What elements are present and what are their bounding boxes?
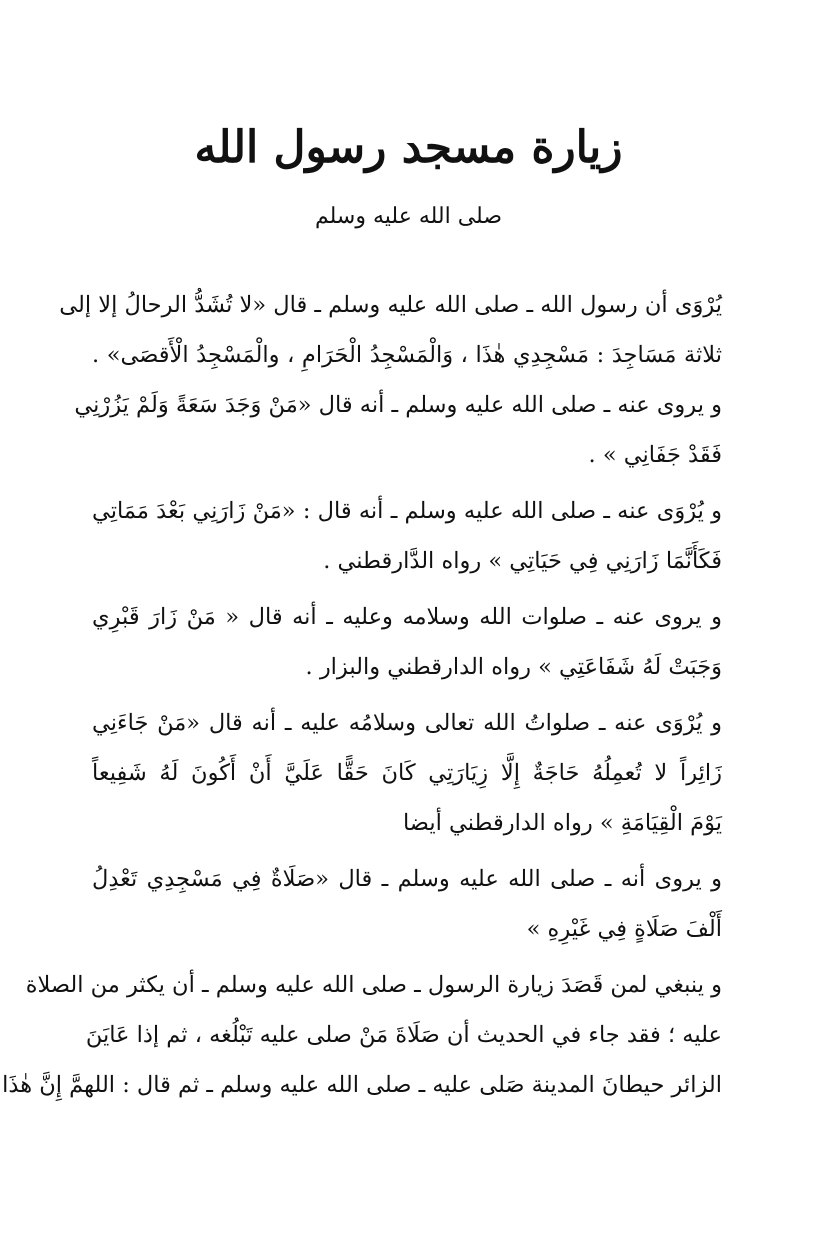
- text-line: فَكَأَنَّمَا زَارَنِي فِي حَيَاتِي » رواه الدَّارقطني .: [323, 548, 722, 574]
- text-line: و يروى عنه ـ صلى الله عليه وسلم ـ أنه قال «مَنْ وَجَدَ سَعَةً وَلَمْ يَزُرْنِي: [74, 392, 722, 418]
- text-line: الزائر حيطانَ المدينة صَلى عليه ـ صلى الله عليه وسلم ـ ثم قال : اللهمَّ إِنَّ هٰذَا: [2, 1072, 722, 1098]
- text-line: عليه ؛ فقد جاء في الحديث أن صَلَاةَ مَنْ صلى عليه تَبْلُغه ، ثم إذا عَايَنَ: [85, 1022, 722, 1048]
- text-line: أَلْفَ صَلَاةٍ فِي غَيْرِهِ »: [526, 916, 722, 942]
- text-line: و يُرْوَى عنه ـ صلواتُ الله تعالى وسلامُه عليه ـ أنه قال «مَنْ جَاءَنِي: [92, 710, 722, 736]
- text-line: يَوْمَ الْقِيَامَةِ » رواه الدارقطني أيضا: [402, 810, 722, 836]
- text-line: يُرْوَى أن رسول الله ـ صلى الله عليه وسلم ـ قال «لا تُشَدُّ الرحالُ إلا إلى: [59, 292, 722, 318]
- text-line: و يروى عنه ـ صلوات الله وسلامه وعليه ـ أنه قال « مَنْ زَارَ قَبْرِي: [92, 604, 722, 630]
- text-line: و ينبغي لمن قَصَدَ زيارة الرسول ـ صلى الله عليه وسلم ـ أن يكثر من الصلاة: [25, 972, 722, 998]
- body-text: [2, 280, 722, 1110]
- text-line: زَائِراً لا تُعمِلُهُ حَاجَةٌ إِلَّا زِيَارَتِي كَانَ حَقًّا عَلَيَّ أَنْ أَكُونَ لَهُ شَفِيعاً: [92, 760, 722, 786]
- text-line: ثلاثة مَسَاجِدَ : مَسْجِدِي هٰذَا ، وَالْمَسْجِدُ الْحَرَامِ ، والْمَسْجِدُ الْأَقصَى» .: [92, 342, 722, 368]
- text-line: وَجَبَتْ لَهُ شَفَاعَتِي » رواه الدارقطني والبزار .: [305, 654, 722, 680]
- text-line: و يروى أنه ـ صلى الله عليه وسلم ـ قال «صَلَاةٌ فِي مَسْجِدِي تَعْدِلُ: [92, 866, 722, 892]
- text-line: و يُرْوَى عنه ـ صلى الله عليه وسلم ـ أنه قال : «مَنْ زَارَنِي بَعْدَ مَمَاتِي: [92, 498, 722, 524]
- text-line: فَقَدْ جَفَانِي » .: [588, 442, 722, 468]
- page-title: زيارة مسجد رسول الله: [194, 122, 623, 173]
- page-subtitle: صلى الله عليه وسلم: [315, 204, 502, 229]
